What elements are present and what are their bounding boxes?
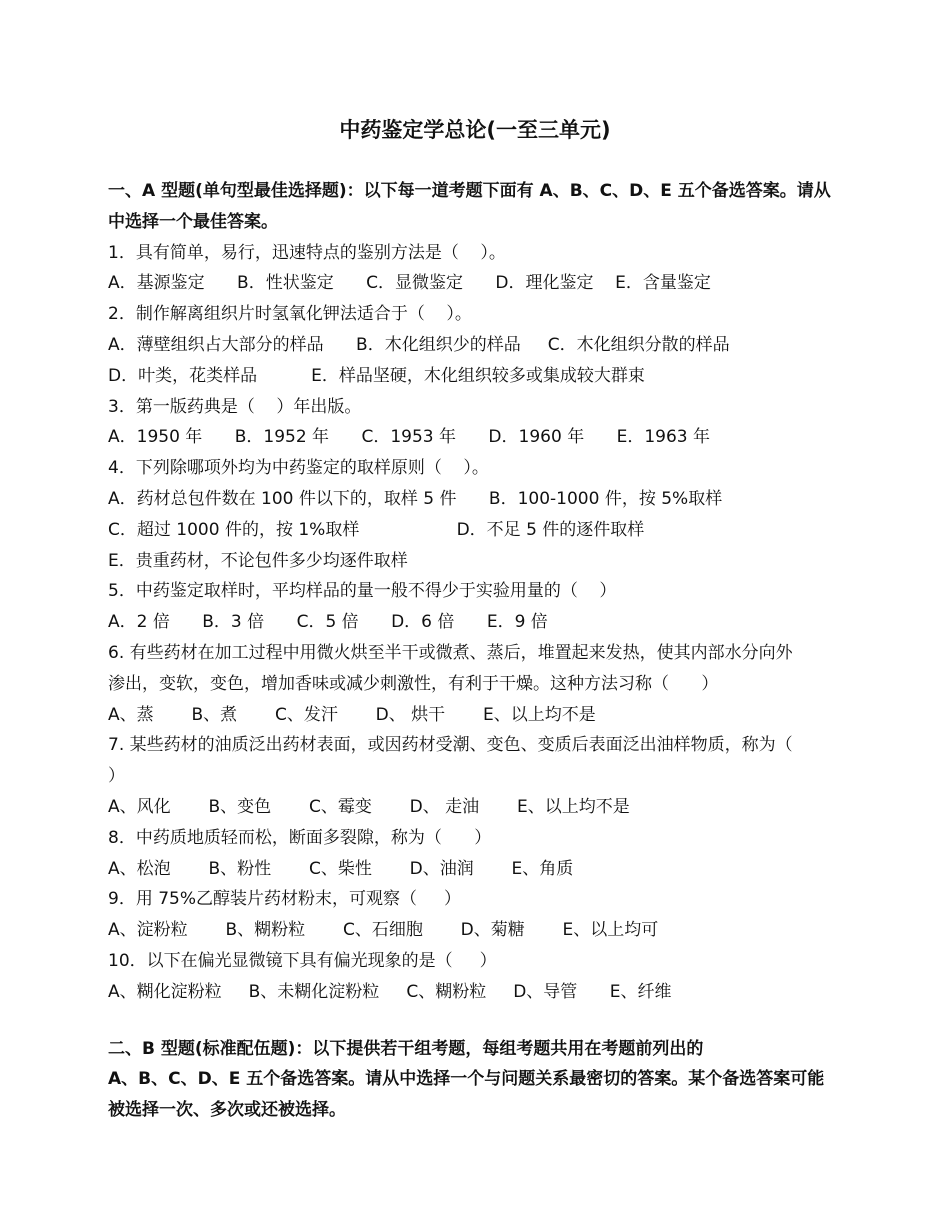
- question-8-options: A、松泡 B、粉性 C、柴性 D、油润 E、角质: [108, 858, 574, 879]
- question-9-options: A、淀粉粒 B、糊粉粒 C、石细胞 D、菊糖 E、以上均可: [108, 920, 659, 941]
- question-2-options-line-1: A．薄壁组织占大部分的样品 B．木化组织少的样品 C．木化组织分散的样品: [108, 334, 730, 355]
- question-4-options-line-3: E．贵重药材，不论包件多少均逐件取样: [108, 550, 408, 571]
- question-3-options: A．1950 年 B．1952 年 C．1953 年 D．1960 年 E．1963 年: [108, 427, 711, 448]
- question-4-options-line-1: A．药材总包件数在 100 件以下的，取样 5 件 B．100-1000 件，按 5%取样: [108, 488, 723, 509]
- question-10-options: A、糊化淀粉粒 B、未糊化淀粉粒 C、糊粉粒 D、导管 E、纤维: [108, 981, 672, 1002]
- question-2: 2．制作解离组织片时氢氧化钾法适合于（ ）。: [108, 304, 472, 325]
- section-gap: [108, 1008, 848, 1034]
- question-7-options: A、风化 B、变色 C、霉变 D、 走油 E、以上均不是: [108, 796, 630, 817]
- section-a-heading-line-1: 一、A 型题(单句型最佳选择题)：以下每一道考题下面有 A、B、C、D、E 五个备选答案。请从: [108, 181, 831, 201]
- question-5-options: A．2 倍 B．3 倍 C．5 倍 D．6 倍 E．9 倍: [108, 612, 548, 633]
- question-3: 3．第一版药典是（ ）年出版。: [108, 396, 362, 417]
- section-b: [108, 1034, 848, 1126]
- document-title: 中药鉴定学总论(一至三单元): [339, 118, 611, 142]
- question-4-options-line-2: C．超过 1000 件的，按 1%取样 D．不足 5 件的逐件取样: [108, 519, 645, 540]
- question-10: 10．以下在偏光显微镜下具有偏光现象的是（ ）: [108, 950, 497, 971]
- question-4: 4．下列除哪项外均为中药鉴定的取样原则（ ）。: [108, 458, 489, 479]
- question-1: 1．具有简单，易行，迅速特点的鉴别方法是（ ）。: [108, 242, 506, 263]
- question-7-line-2: ）: [108, 766, 125, 787]
- question-6-line-2: 渗出，变软，变色，增加香味或减少刺激性，有利于干燥。这种方法习称（ ）: [108, 673, 719, 694]
- question-6-line-1: 6. 有些药材在加工过程中用微火烘至半干或微煮、蒸后，堆置起来发热，使其内部水分向外: [108, 642, 793, 663]
- document-content: [108, 176, 848, 1126]
- question-7-line-1: 7. 某些药材的油质泛出药材表面，或因药材受潮、变色、变质后表面泛出油样物质，称为（: [108, 735, 793, 756]
- question-9: 9．用 75%乙醇装片药材粉末，可观察（ ）: [108, 889, 462, 910]
- section-b-heading-line-1: 二、B 型题(标准配伍题)：以下提供若干组考题，每组考题共用在考题前列出的: [108, 1038, 704, 1059]
- section-a-heading-line-2: 中选择一个最佳答案。: [108, 211, 278, 232]
- question-2-options-line-2: D．叶类，花类样品 E．样品坚硬，木化组织较多或集成较大群束: [108, 365, 645, 386]
- question-1-options: A．基源鉴定 B．性状鉴定 C．显微鉴定 D．理化鉴定 E．含量鉴定: [108, 273, 711, 294]
- question-6-options: A、蒸 B、煮 C、发汗 D、 烘干 E、以上均不是: [108, 704, 596, 725]
- question-8: 8．中药质地质轻而松，断面多裂隙，称为（ ）: [108, 827, 492, 848]
- question-5: 5．中药鉴定取样时，平均样品的量一般不得少于实验用量的（ ）: [108, 581, 617, 602]
- section-a: [108, 176, 848, 1008]
- section-b-heading-line-3: 被选择一次、多次或还被选择。: [108, 1100, 346, 1121]
- section-b-heading-line-2: A、B、C、D、E 五个备选答案。请从中选择一个与问题关系最密切的答案。某个备选答案可能: [108, 1069, 825, 1090]
